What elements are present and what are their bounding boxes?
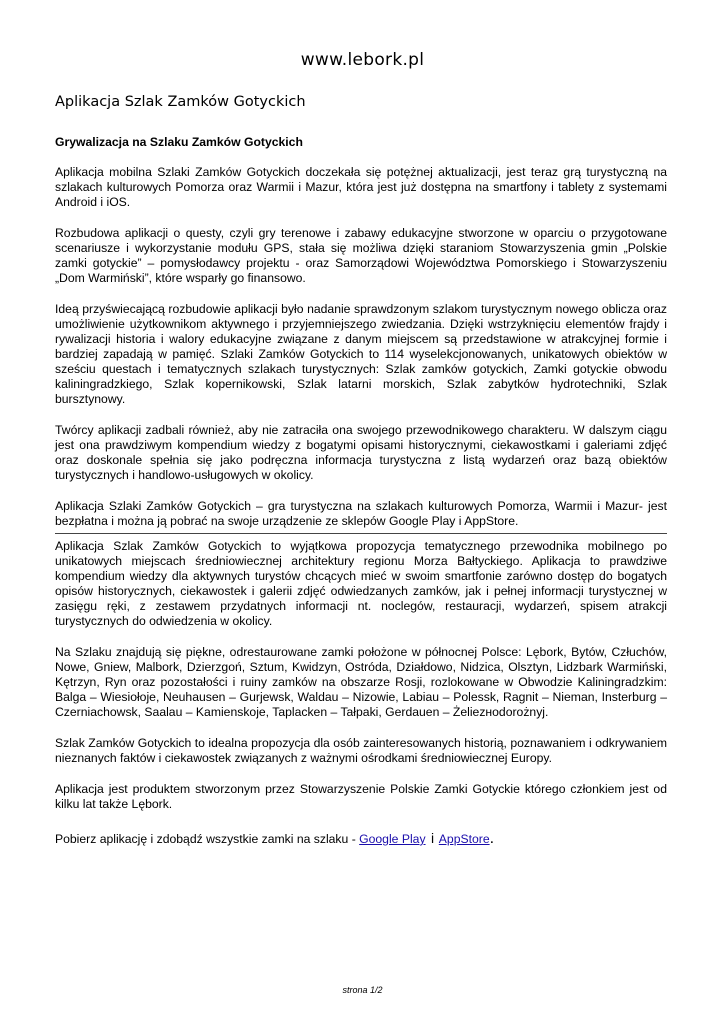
site-url: www.lebork.pl	[300, 50, 425, 70]
cta-conjunction: i	[430, 829, 435, 846]
paragraph: Szlak Zamków Gotyckich to idealna propozycja dla osób zainteresowanych historią, poznawaniem i odkrywaniem nieznanych faktów i ciekawostek związanych z ważnymi ośrodkami średniowiecznej Europy.	[55, 736, 667, 766]
section-heading: Grywalizacja na Szlaku Zamków Gotyckich	[55, 135, 303, 149]
download-cta	[55, 831, 667, 847]
paragraph: Twórcy aplikacji zadbali również, aby nie zatraciła ona swojego przewodnikowego charakteru. W dalszym ciągu jest ona prawdziwym kompendium wiedzy z bogatymi opisami historycznymi, ciekawostkami i galeriami zdjęć oraz doskonale spełnia się jako podręczna informacja turystyczna z listą wydarzeń oraz bazą obiektów turystycznych i handlowo-usługowych w okolicy.	[55, 422, 667, 483]
cta-period: .	[489, 829, 495, 847]
page-number: strona 1/2	[342, 985, 383, 995]
page-title: Aplikacja Szlak Zamków Gotyckich	[55, 94, 306, 110]
article-body	[55, 135, 667, 862]
google-play-link[interactable]: Google Play	[359, 831, 426, 846]
paragraph: Rozbudowa aplikacji o questy, czyli gry terenowe i zabawy edukacyjne stworzone w oparciu o przygotowane scenariusze i wykorzystanie modułu GPS, stała się możliwa dzięki staraniom Stowarzyszenia gmin „Polskie zamki gotyckie” – pomysłodawcy projektu - oraz Samorządowi Województwa Pomorskiego i Stowarzyszeniu „Dom Warmiński”, które wsparły go finansowo.	[55, 225, 667, 286]
paragraph: Aplikacja mobilna Szlaki Zamków Gotyckich doczekała się potężnej aktualizacji, jest teraz grą turystyczną na szlakach kulturowych Pomorza oraz Warmii i Mazur, która jest już dostępna na smartfony i tablety z systemami Android i iOS.	[55, 165, 667, 210]
cta-text: Pobierz aplikację i zdobądź wszystkie zamki na szlaku -	[55, 831, 360, 846]
paragraph: Aplikacja Szlaki Zamków Gotyckich – gra turystyczna na szlakach kulturowych Pomorza, Warmii i Mazur- jest bezpłatna i można ją pobrać na swoje urządzenie ze sklepów Google Play i AppStore.	[55, 499, 667, 534]
paragraph: Na Szlaku znajdują się piękne, odrestaurowane zamki położone w północnej Polsce: Lębork, Bytów, Człuchów, Nowe, Gniew, Malbork, Dzierzgoń, Sztum, Kwidzyn, Ostróda, Działdowo, Nidzica, Olsztyn, Lidzbark Warmiński, Kętrzyn, Ryn oraz pozostałości i ruiny zamków na obszarze Rosji, rozlokowane w Obwodzie Kaliningradzkim: Balga – Wiesiołoje, Neuhausen – Gurjewsk, Waldau – Nizowie, Labiau – Polessk, Ragnit – Nieman, Insterburg – Czerniachowsk, Saalau – Kamienskoje, Taplacken – Tałpaki, Gerdauen – Żeliezнodorożnyj.	[55, 645, 667, 720]
paragraph: Aplikacja Szlak Zamków Gotyckich to wyjątkowa propozycja tematycznego przewodnika mobilnego po unikatowych miejscach średniowiecznej architektury regionu Morza Bałtyckiego. Aplikacja to prawdziwe kompendium wiedzy dla aktywnych turystów chcących mieć w swoim smartfonie zarówno dostęp do bogatych opisów historycznych, ciekawostek i galerii zdjęć odwiedzanych zamków, jak i pełnej informacji turystycznej w zasięgu ręki, z zestawem przydatnych informacji nt. noclegów, restauracji, wydarzeń, spisem atrakcji turystycznych do odwiedzenia w okolicy.	[55, 538, 667, 629]
appstore-link[interactable]: AppStore	[438, 831, 490, 846]
paragraph: Aplikacja jest produktem stworzonym przez Stowarzyszenie Polskie Zamki Gotyckie którego członkiem jest od kilku lat także Lębork.	[55, 781, 667, 811]
paragraph: Ideą przyświecającą rozbudowie aplikacji było nadanie sprawdzonym szlakom turystycznym nowego oblicza oraz umożliwienie użytkownikom aktywnego i przyjemniejszego zwiedzania. Dzięki wstrzyknięciu elementów frajdy i rywalizacji historia i walory edukacyjne związane z danym miejscem są przedstawione w atrakcyjnej formie i bardziej zapadają w pamięć. Szlaki Zamków Gotyckich to 114 wyselekcjonowanych, unikatowych obiektów w sześciu questach i tematycznych szlakach turystycznych: Szlak zamków gotyckich, Zamki gotyckie obwodu kaliningradzkiego, Szlak kopernikowski, Szlak latarni morskich, Szlak zabytków hydrotechniki, Szlak bursztynowy.	[55, 301, 667, 407]
